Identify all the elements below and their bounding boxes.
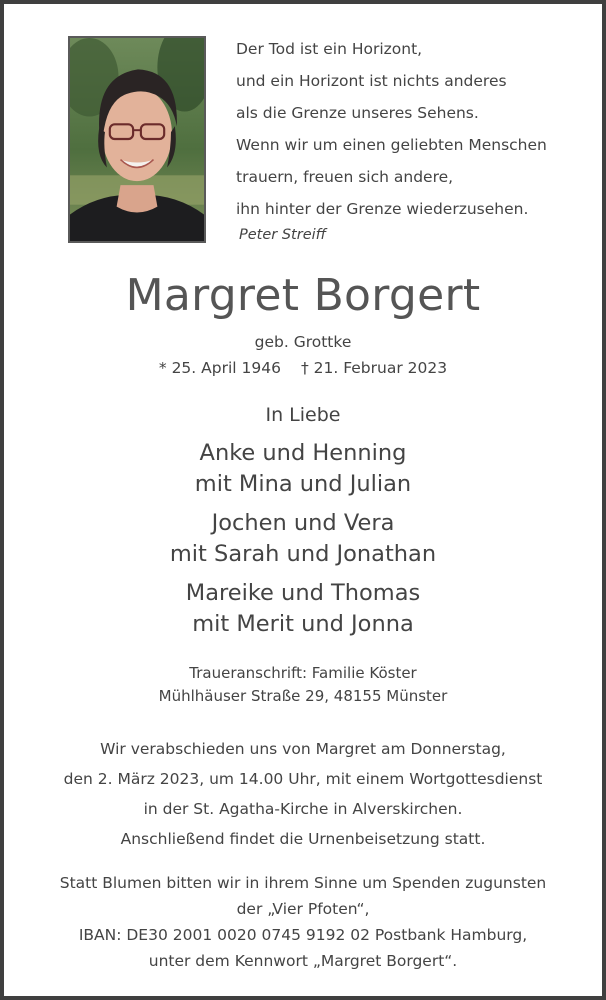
service-details [4, 734, 602, 854]
family-children: mit Mina und Julian [194, 471, 412, 497]
family-parents: Mareike und Thomas [185, 580, 421, 606]
donation-line: der „Vier Pfoten“, [236, 900, 370, 918]
maiden-name: geb. Grottke [254, 333, 352, 351]
poem-line: Wenn wir um einen geliebten Menschen [236, 136, 547, 154]
in-love-heading: In Liebe [265, 404, 341, 426]
poem-line: als die Grenze unseres Sehens. [236, 104, 479, 122]
family-group [4, 578, 602, 640]
address-line: Traueranschrift: Familie Köster [189, 664, 417, 682]
family-parents: Anke und Henning [199, 440, 407, 466]
donation-request [4, 870, 602, 974]
poem-line: Der Tod ist ein Horizont, [236, 40, 423, 58]
life-dates [4, 357, 602, 379]
poem [236, 33, 547, 225]
mourning-address [4, 662, 602, 708]
poem-line: trauern, freuen sich andere, [236, 168, 454, 186]
family-children: mit Merit und Jonna [192, 611, 414, 637]
poem-author: Peter Streiff [239, 227, 327, 243]
poem-line: ihn hinter der Grenze wiederzusehen. [236, 200, 529, 218]
portrait-image [70, 38, 204, 241]
service-line: Anschließend findet die Urnenbeisetzung statt. [120, 830, 486, 848]
death-date: † 21. Februar 2023 [300, 359, 448, 377]
poem-line: und ein Horizont ist nichts anderes [236, 72, 507, 90]
portrait-photo [68, 36, 206, 243]
family-group [4, 438, 602, 500]
service-line: den 2. März 2023, um 14.00 Uhr, mit einem Wortgottesdienst [63, 770, 543, 788]
deceased-name: Margret Borgert [125, 270, 481, 321]
family-parents: Jochen und Vera [211, 510, 395, 536]
family-children: mit Sarah und Jonathan [169, 541, 437, 567]
address-line: Mühlhäuser Straße 29, 48155 Münster [158, 687, 448, 705]
donation-line: Statt Blumen bitten wir in ihrem Sinne um Spenden zugunsten [59, 874, 547, 892]
family-group [4, 508, 602, 570]
service-line: Wir verabschieden uns von Margret am Donnerstag, [100, 740, 506, 758]
service-line: in der St. Agatha-Kirche in Alverskirchen. [143, 800, 463, 818]
donation-line: unter dem Kennwort „Margret Borgert“. [148, 952, 458, 970]
birth-date: * 25. April 1946 [158, 359, 281, 377]
donation-iban: IBAN: DE30 2001 0020 0745 9192 02 Postbank Hamburg, [78, 926, 528, 944]
